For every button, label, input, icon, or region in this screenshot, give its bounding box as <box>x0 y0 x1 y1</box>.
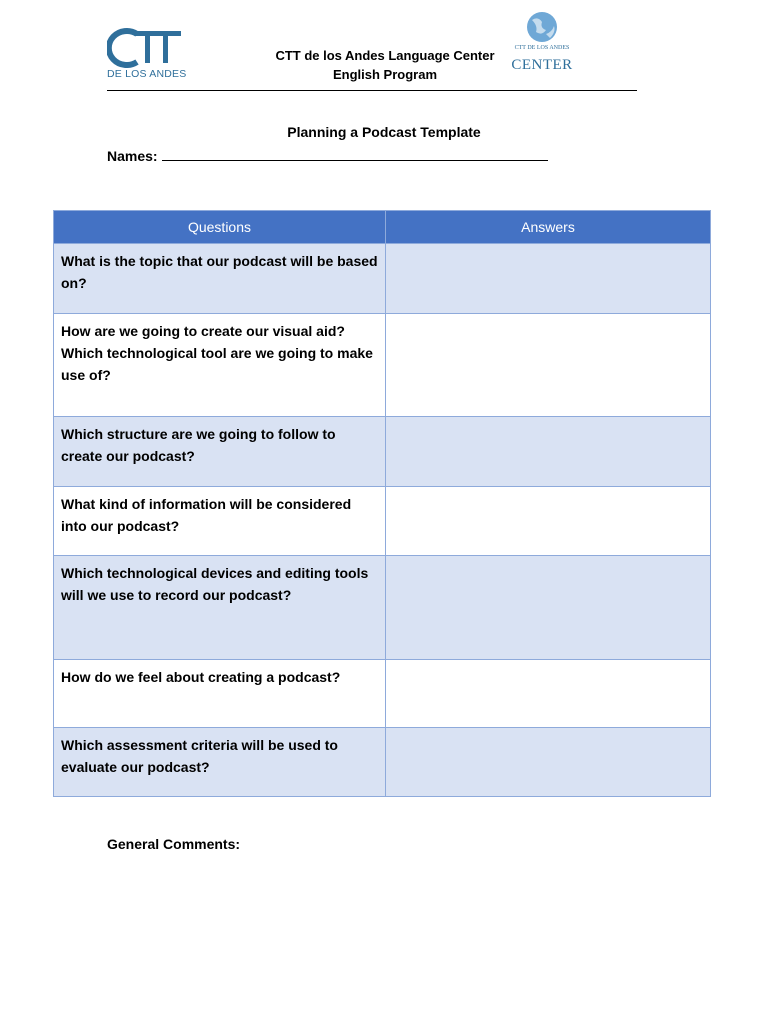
names-blank-line[interactable] <box>162 146 548 161</box>
ctt-logo <box>107 26 187 86</box>
question-cell: Which structure are we going to follow to create our podcast? <box>54 417 386 487</box>
institution-line-2: English Program <box>332 67 438 82</box>
podcast-planning-table <box>53 210 711 797</box>
answer-cell[interactable] <box>386 417 711 487</box>
table-row <box>54 417 711 487</box>
page-title: Planning a Podcast Template <box>287 124 481 140</box>
institution-name <box>235 46 535 84</box>
answer-cell[interactable] <box>386 487 711 556</box>
answer-cell[interactable] <box>386 728 711 797</box>
table-row <box>54 660 711 728</box>
question-cell: What kind of information will be considered into our podcast? <box>54 487 386 556</box>
questions-header: Questions <box>54 211 386 244</box>
question-cell: How are we going to create our visual aid? Which technological tool are we going to make use of? <box>54 314 386 417</box>
table-row <box>54 314 711 417</box>
table-row <box>54 487 711 556</box>
question-cell: What is the topic that our podcast will be based on? <box>54 244 386 314</box>
table-header-row <box>54 211 711 244</box>
question-cell: Which technological devices and editing tools will we use to record our podcast? <box>54 556 386 660</box>
answer-cell[interactable] <box>386 556 711 660</box>
answer-cell[interactable] <box>386 660 711 728</box>
center-logo-big-text: CENTER <box>511 57 573 73</box>
question-cell: Which assessment criteria will be used to evaluate our podcast? <box>54 728 386 797</box>
center-logo-small-text: CTT DE LOS ANDES <box>514 45 570 51</box>
question-cell: How do we feel about creating a podcast? <box>54 660 386 728</box>
center-logo <box>510 10 574 80</box>
table-row <box>54 244 711 314</box>
names-field <box>107 146 548 164</box>
table-row <box>54 556 711 660</box>
general-comments-label: General Comments: <box>107 836 241 852</box>
institution-line-1: CTT de los Andes Language Center <box>275 48 495 63</box>
table-row <box>54 728 711 797</box>
names-label: Names: <box>107 148 158 164</box>
ctt-logo-subtitle: DE LOS ANDES <box>107 68 187 80</box>
answers-header: Answers <box>386 211 711 244</box>
globe-icon <box>510 10 574 46</box>
answer-cell[interactable] <box>386 314 711 417</box>
header-divider <box>107 90 637 91</box>
ctt-logo-mark-icon <box>107 26 187 68</box>
answer-cell[interactable] <box>386 244 711 314</box>
